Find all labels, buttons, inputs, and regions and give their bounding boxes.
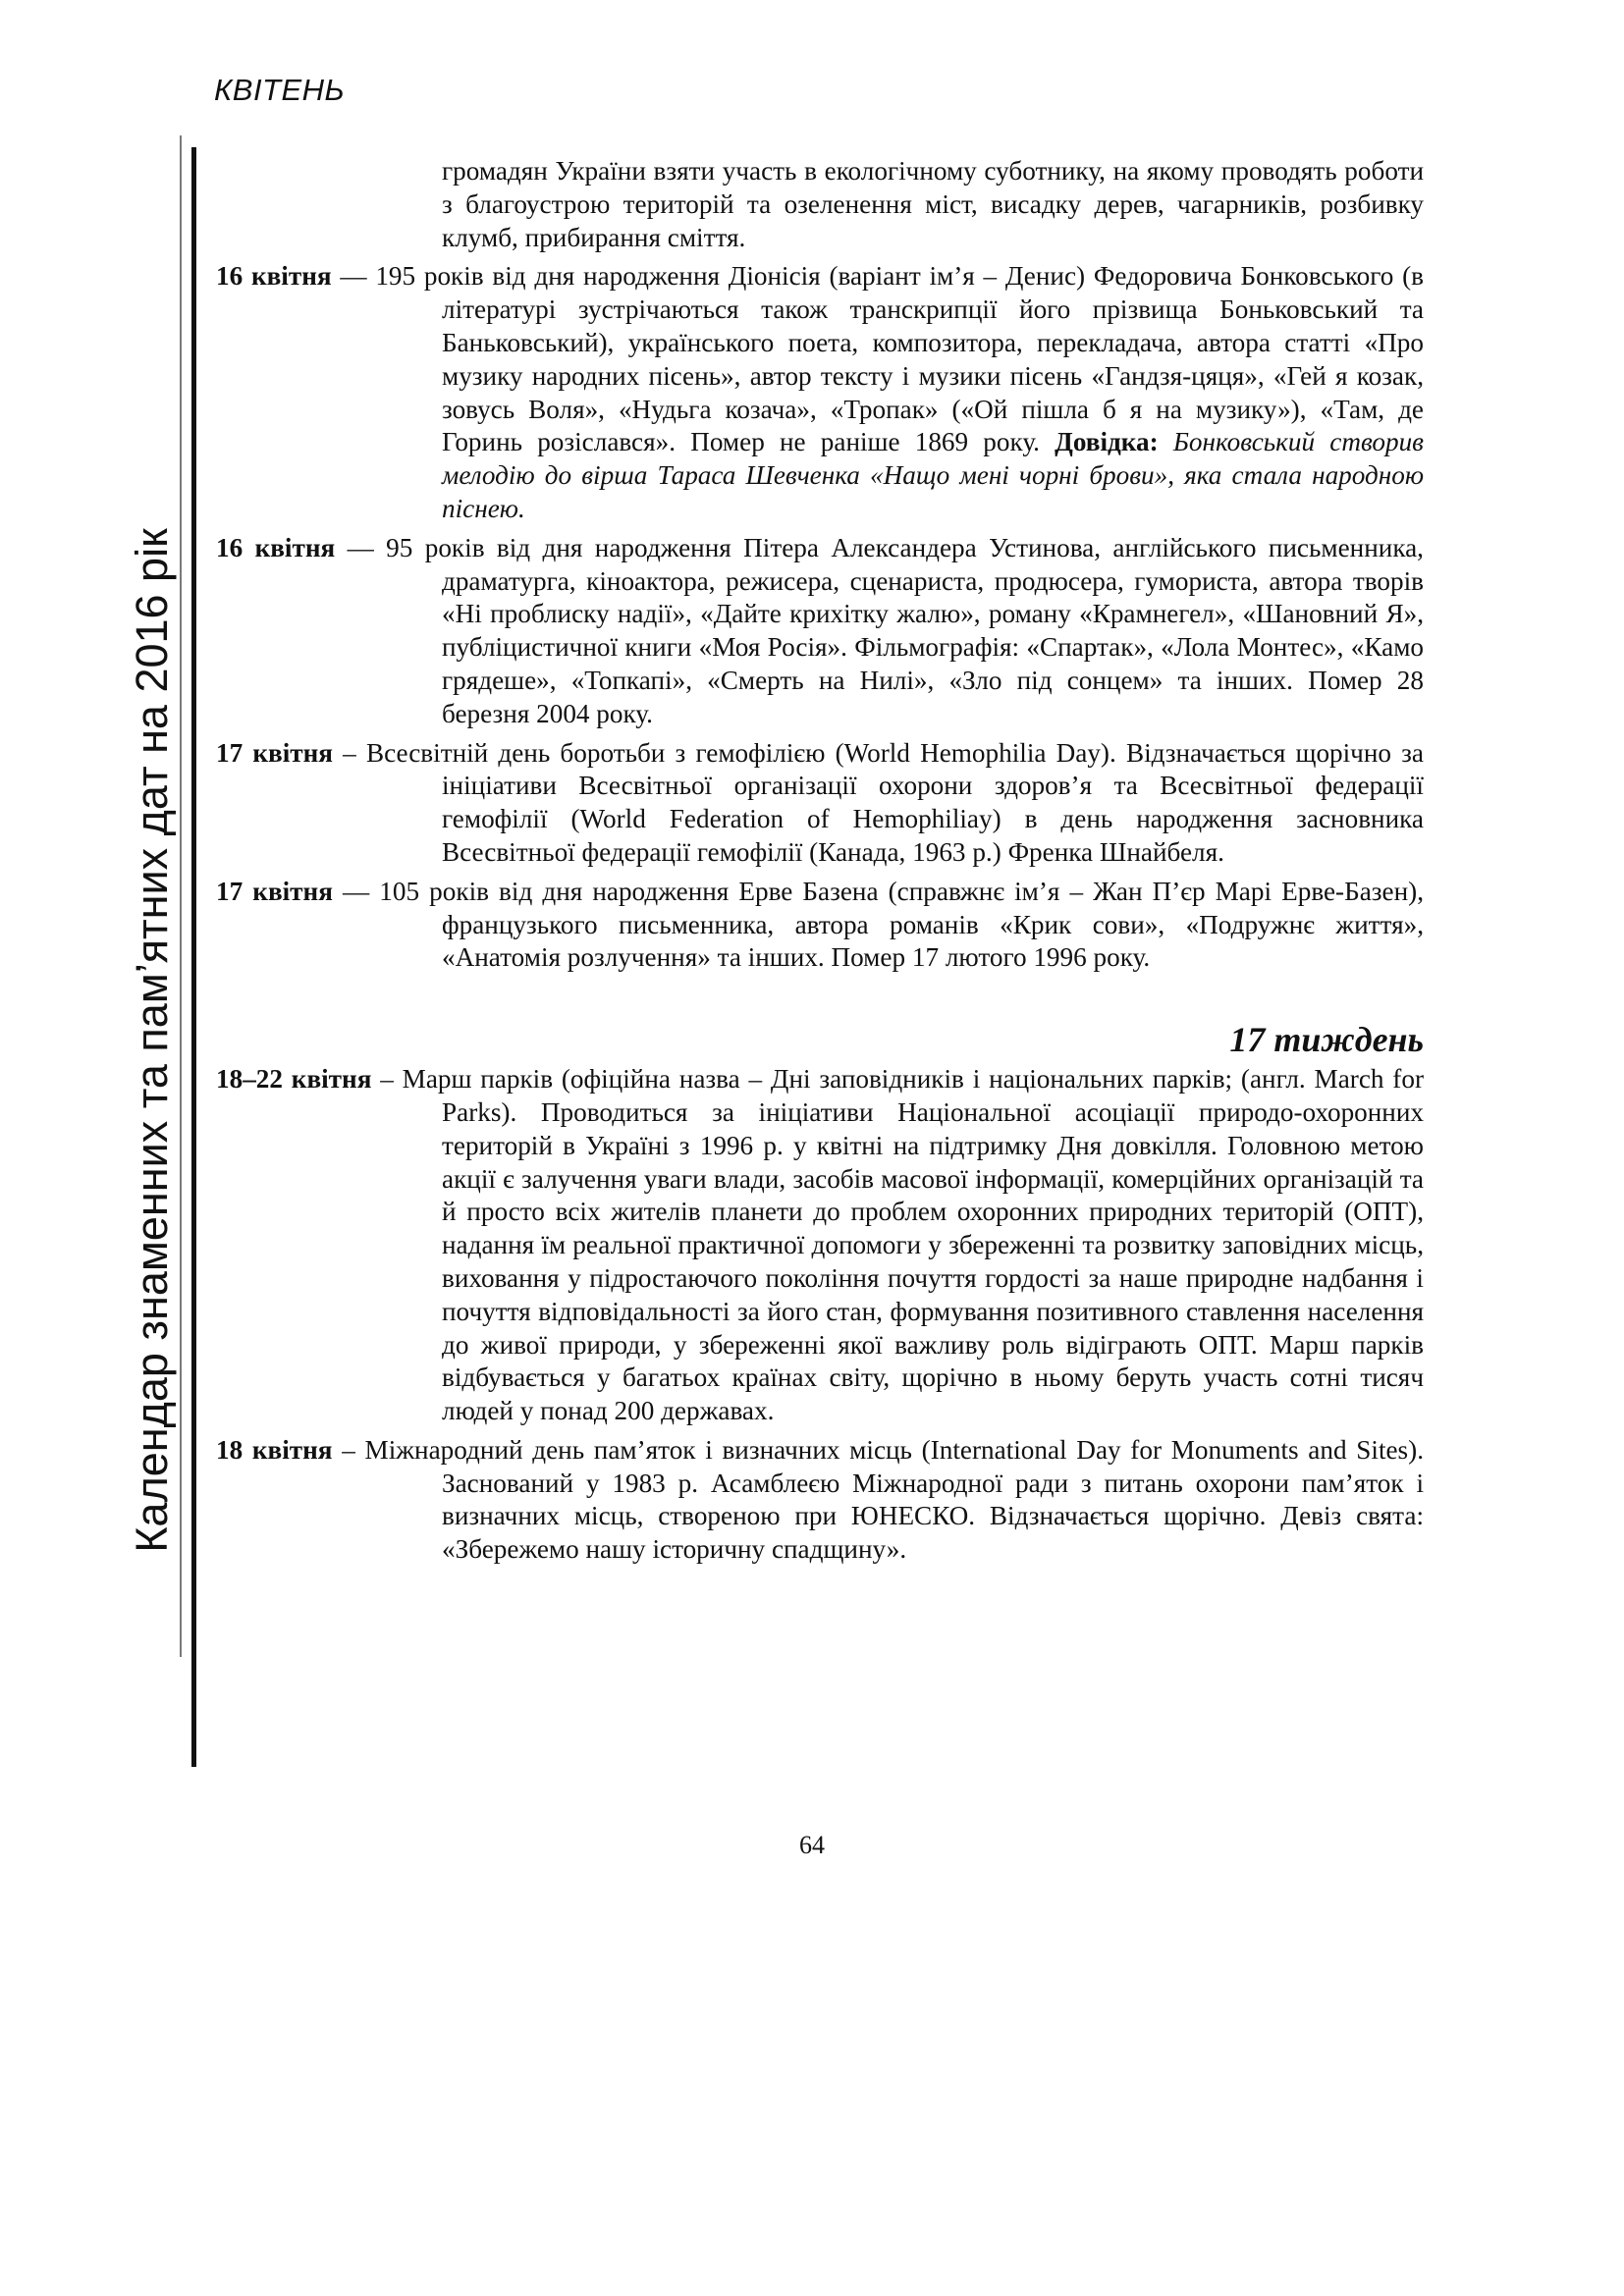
margin-rule-thick xyxy=(191,147,196,1767)
note-label: Довідка: xyxy=(1055,427,1159,457)
entry-text: — 195 років від дня народження Діонісія (варіант ім’я – Денис) Федоровича Бонковського (в літературі зустрічаються також транскрипції його прізвища Боньковський та Баньковський), українського поета, композитора, перекладача, автора статті «Про музику народних пісень», автор тексту і музики пісень «Гандзя-цяця», «Гей я козак, зовусь Воля», «Нудьга козача», «Тропак» («Ой пішла б я на музику»), «Там, де Горинь розіслався». Помер не раніше 1869 року. xyxy=(331,261,1424,457)
margin-rule-thin xyxy=(180,135,182,1657)
entry-text: – Міжнародний день пам’яток і визначних місць (International Day for Monuments and Sites). Заснований у 1983 р. Асамблеєю Міжнародної ради з питань охорони пам’яток і визначних місць, створеною при ЮНЕСКО. Відзначається щорічно. Девіз свята: «Збережемо нашу історичну спадщину». xyxy=(332,1434,1424,1565)
calendar-entry xyxy=(216,260,1424,525)
calendar-entry xyxy=(216,876,1424,975)
entry-date: 18–22 квітня xyxy=(216,1064,372,1095)
calendar-entry xyxy=(216,532,1424,731)
entry-text: — 105 років від дня народження Ерве Базена (справжнє ім’я – Жан П’єр Марі Ерве-Базен), французького письменника, автора романів «Крик сови», «Подружнє життя», «Анатомія розлучення» та інших. Помер 17 лютого 1996 року. xyxy=(332,876,1424,973)
week-heading: 17 тиждень xyxy=(1229,1020,1424,1060)
continuation-paragraph: громадян України взяти участь в екологічному суботнику, на якому проводять роботи з благоустрою територій та озеленення міст, висадку дерев, чагарників, розбивку клумб, прибирання сміття. xyxy=(442,156,1424,252)
entry-date: 17 квітня xyxy=(216,876,333,906)
running-head: КВІТЕНЬ xyxy=(214,73,346,107)
page-content xyxy=(216,155,1424,1573)
entry-date: 18 квітня xyxy=(216,1434,333,1465)
entry-date: 17 квітня xyxy=(216,737,333,768)
entry-date: 16 квітня xyxy=(216,261,332,292)
entry-text: – Марш парків (офіційна назва – Дні заповідників і національних парків; (англ. March for Parks). Проводиться за ініціативи Національної асоціації природо-охоронних територій в Україні з 1996 р. у квітні на підтримку Дня довкілля. Головною метою акції є залучення уваги влади, засобів масової інформації, комерційних організацій та й просто всіх жителів планети до проблем охоронних природних територій (ОПТ), надання їм реальної практичної допомоги у збереженні та розвитку заповідних місць, виховання у підростаючого покоління почуття гордості за наше природне надбання і почуття відповідальності за його стан, формування позитивного ставлення населення до живої природи, у збереженні якої важливу роль відіграють ОПТ. Марш парків відбувається у багатьох країнах світу, щорічно в ньому беруть участь сотні тисяч людей у понад 200 державах. xyxy=(371,1064,1424,1426)
page-number: 64 xyxy=(799,1831,825,1859)
vertical-book-title: Календар знаменних та пам’ятних дат на 2016 рік xyxy=(127,528,177,1553)
entry-date: 16 квітня xyxy=(216,532,336,562)
entry-text: — 95 років від дня народження Пітера Александера Устинова, англійського письменника, драматурга, кіноактора, режисера, сценариста, продюсера, гумориста, автора творів «Ні проблиску надії», «Дайте крихітку жалю», роману «Крамнегел», «Шановний Я», публіцистичної книги «Моя Росія». Фільмографія: «Спартак», «Лола Монтес», «Камо грядеше», «Топкапі», «Смерть на Нилі», «Зло під сонцем» та інших. Помер 28 березня 2004 року. xyxy=(335,532,1424,728)
calendar-entry xyxy=(216,1434,1424,1567)
calendar-entry xyxy=(216,737,1424,870)
entry-text: – Всесвітній день боротьби з гемофілією (World Hemophilia Day). Відзначається щорічно за ініціативи Всесвітньої організації охорони здоров’я та Всесвітньої федерації гемофілії (World Federation of Hemophiliay) в день народження засновника Всесвітньої федерації гемофілії (Канада, 1963 р.) Френка Шнайбеля. xyxy=(333,737,1424,867)
note-text: Бонковський створив мелодію до вірша Тараса Шевченка «Нащо мені чорні брови», яка стала народною піснею. xyxy=(442,427,1424,523)
calendar-entry xyxy=(216,1063,1424,1428)
